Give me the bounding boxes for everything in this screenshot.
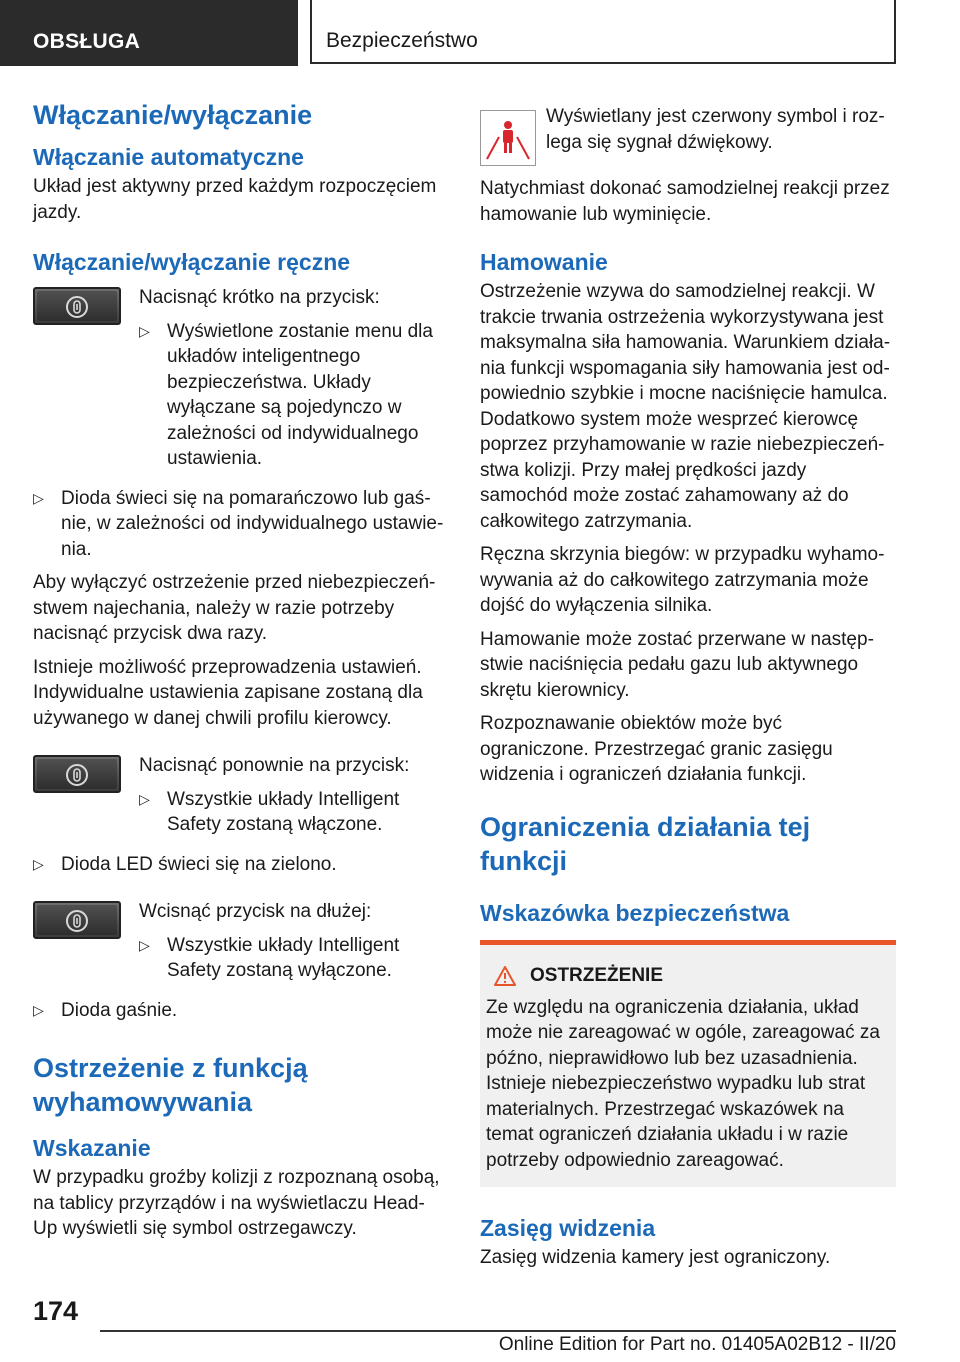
limits-heading: Ograniczenia działania tej funkcji (480, 811, 811, 876)
pedestrian-warning-icon (480, 110, 536, 166)
bullet-triangle-icon: ▷ (33, 489, 44, 506)
step-1 (33, 285, 447, 480)
auto-heading: Włączanie automatyczne (33, 144, 304, 170)
warning-text: Ze względu na ograniczenia działania, układ może nie zareagować w ogóle, zareagować za późno, nieprawidłowo lub bez uzasadnienia. Istnieje niebezpieczeństwo wypadku lub strat materialnych. Przestrzegać wskazówek na temat ograniczeń działania układu i w razie potrzeby odpowiednio zareagować. (486, 996, 880, 1171)
right-column (480, 104, 896, 1279)
footer-divider (100, 1330, 896, 1332)
safety-heading: Wskazówka bezpieczeństwa (480, 899, 790, 926)
bullet-triangle-icon: ▷ (33, 855, 44, 872)
list-item: ▷ Dioda gaśnie. (33, 998, 447, 1024)
paragraph: Ostrzeżenie wzywa do samodzielnej reakcji. W trakcie trwania ostrzeżenia wykorzystywana jest maksymalna siła hamowania. Warunkiem działania funkcji wspomagania siły hamowania jest odpowiednio szybkie i mocne naciśnięcie hamulca. Dodatkowo system może wesprzeć kierowcę poprzez przyhamowanie w razie niebezpieczeństwa kolizji. Przy małej prędkości jazdy samochód może zostać zahamowany aż do całkowitego zatrzymania. (480, 281, 891, 532)
intelligent-safety-button-icon (33, 287, 121, 325)
bullet-triangle-icon: ▷ (139, 790, 150, 807)
section-title: Włączanie/wyłączanie (33, 100, 313, 130)
list-item: ▷ Wyświetlone zostanie menu dla układów inteligentnego bezpieczeństwa. Układy wyłączane są pojedynczo w zależności od indywidualnego ustawienia. (139, 319, 447, 472)
step-2-text: Nacisnąć ponownie na przycisk: (139, 755, 410, 776)
warning-heading: Ostrzeżenie z funkcją wyhamowywania (33, 1053, 308, 1117)
paragraph: Ręczna skrzynia biegów: w przypadku wyhamowywania aż do całkowitego zatrzymania może dojść do wyłączenia silnika. (480, 544, 885, 616)
indication-text: W przypadku groźby kolizji z rozpoznaną osobą, na tablicy przyrządów i na wyświetlaczu Head-Up wyświetli się symbol ostrzegawczy. (33, 1167, 440, 1239)
list-item: ▷ Dioda LED świeci się na zielono. (33, 852, 447, 878)
bullet-triangle-icon: ▷ (139, 322, 150, 339)
symbol-row (480, 104, 896, 166)
paragraph: Istnieje możliwość przeprowadzenia ustawień. Indywidualne ustawienia zapisane zostaną dla używanego w danej chwili profilu kierowcy. (33, 656, 423, 729)
step-2 (33, 753, 447, 846)
intelligent-safety-button-icon (33, 755, 121, 793)
warning-box (480, 940, 896, 1188)
list-item: ▷ Dioda świeci się na pomarańczowo lub gaśnie, w zależności od indywidualnego ustawienia. (33, 486, 447, 563)
range-heading: Zasięg widzenia (480, 1215, 656, 1241)
range-text: Zasięg widzenia kamery jest ograniczony. (480, 1247, 831, 1268)
edition-text: Online Edition for Part no. 01405A02B12 - II/20 (498, 1334, 896, 1355)
paragraph: Aby wyłączyć ostrzeżenie przed niebezpieczeństwem najechania, należy w razie potrzeby nacisnąć przycisk dwa razy. (33, 572, 436, 644)
step-3 (33, 899, 447, 992)
manual-heading: Włączanie/wyłączanie ręczne (33, 249, 351, 275)
page-number: 174 (33, 1296, 79, 1326)
section-tab: OBSŁUGA (0, 0, 298, 66)
indication-heading: Wskazanie (33, 1135, 151, 1161)
step-1-text: Nacisnąć krótko na przycisk: (139, 287, 380, 308)
list-item: ▷ Wszystkie układy Intelligent Safety zostaną wyłączone. (139, 933, 447, 984)
paragraph: Rozpoznawanie obiektów może być ograniczone. Przestrzegać granic zasięgu widzenia i ograniczeń działania funkcji. (480, 713, 833, 785)
symbol-text: Wyświetlany jest czerwony symbol i rozlega się sygnał dźwiękowy. (546, 106, 885, 153)
warning-title: OSTRZEŻENIE (486, 965, 886, 987)
react-text: Natychmiast dokonać samodzielnej reakcji przez hamowanie lub wyminięcie. (480, 178, 890, 225)
list-item: ▷ Wszystkie układy Intelligent Safety zostaną włączone. (139, 787, 447, 838)
braking-heading: Hamowanie (480, 249, 608, 275)
chapter-tab: Bezpieczeństwo (310, 0, 896, 64)
intelligent-safety-button-icon (33, 901, 121, 939)
auto-text: Układ jest aktywny przed każdym rozpoczęciem jazdy. (33, 176, 437, 223)
left-column (33, 98, 447, 1250)
paragraph: Hamowanie może zostać przerwane w następstwie naciśnięcia pedału gazu lub aktywnego skrętu kierownicy. (480, 628, 874, 701)
bullet-triangle-icon: ▷ (139, 936, 150, 953)
bullet-triangle-icon: ▷ (33, 1001, 44, 1018)
page-header (0, 0, 960, 66)
warning-triangle-icon (494, 966, 516, 986)
step-3-text: Wcisnąć przycisk na dłużej: (139, 901, 372, 922)
